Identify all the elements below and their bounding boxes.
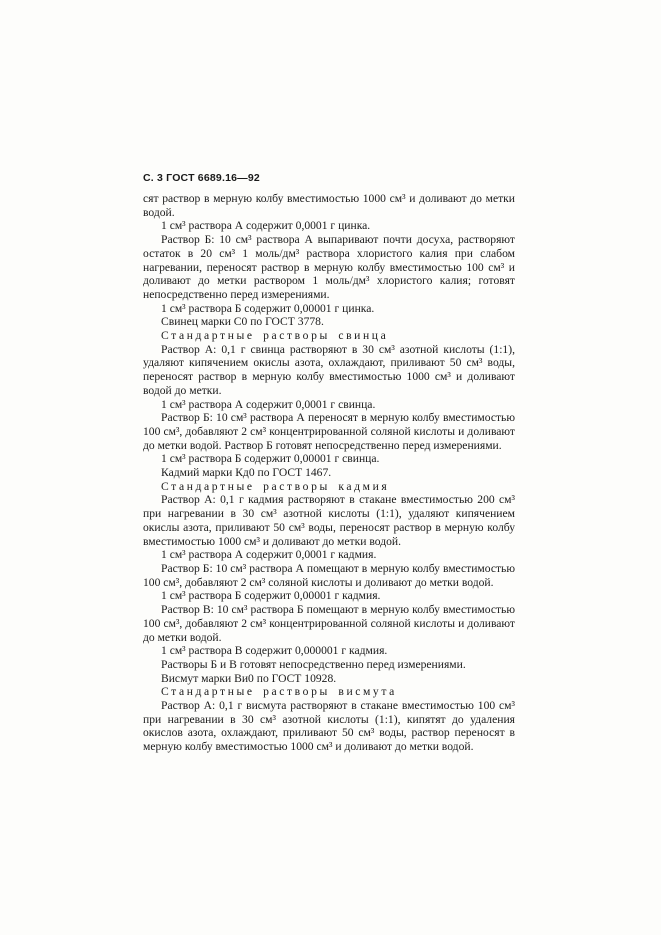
body-text [143,192,515,754]
paragraph: 1 см³ раствора Б содержит 0,00001 г кадмия. [161,589,381,603]
section-heading-bismuth: Стандартные растворы висмута [161,685,397,699]
paragraph: Раствор А: 0,1 г висмута растворяют в стакане вместимостью 100 см³ при нагревании в 30 см³ азотной кислоты (1:1), кипятят до удаления окислов азота, охлаждают, приливают 50 см³ воды, раствор переносят в мерную колбу вместимостью 1000 см³ и доливают до метки водой. [143,699,515,754]
section-heading-cadmium: Стандартные растворы кадмия [161,479,390,493]
paragraph: 1 см³ раствора А содержит 0,0001 г цинка. [161,219,371,233]
paragraph: 1 см³ раствора А содержит 0,0001 г кадмия. [161,548,377,562]
paragraph: 1 см³ раствора А содержит 0,0001 г свинца. [161,397,376,411]
running-head: С. 3 ГОСТ 6689.16—92 [143,172,260,184]
paragraph: Растворы Б и В готовят непосредственно перед измерениями. [161,657,466,671]
paragraph: Раствор А: 0,1 г кадмия растворяют в стакане вместимостью 200 см³ при нагревании в 30 см³ азотной кислоты (1:1), удаляют кипячением окислы азота, приливают 50 см³ воды, переносят раствор в мерную колбу вместимостью 1000 см³ и доливают до метки водой. [143,493,515,548]
paragraph: 1 см³ раствора В содержит 0,000001 г кадмия. [161,644,388,658]
paragraph: Раствор В: 10 см³ раствора Б помещают в мерную колбу вместимостью 100 см³, добавляют 2 см³ концентрированной соляной кислоты и доливают до метки водой. [143,603,515,644]
paragraph: Висмут марки Ви0 по ГОСТ 10928. [161,671,337,685]
paragraph: 1 см³ раствора Б содержит 0,00001 г свинца. [161,452,380,466]
paragraph: Кадмий марки Кд0 по ГОСТ 1467. [161,466,332,480]
paragraph: Раствор Б: 10 см³ раствора А помещают в мерную колбу вместимостью 100 см³, добавляют 2 см³ соляной кислоты и доливают до метки водой. [143,561,515,589]
paragraph: сят раствор в мерную колбу вместимостью 1000 см³ и доливают до метки водой. [143,192,515,219]
paragraph: 1 см³ раствора Б содержит 0,00001 г цинка. [161,301,375,315]
paragraph: Раствор Б: 10 см³ раствора А переносят в мерную колбу вместимостью 100 см³, добавляют 2 см³ концентрированной соляной кислоты и доливают до метки водой. Раствор Б готовят непосредственно перед измерениями. [143,411,515,452]
section-heading-lead: Стандартные растворы свинца [161,329,389,343]
paragraph: Свинец марки С0 по ГОСТ 3778. [161,315,324,329]
paragraph: Раствор А: 0,1 г свинца растворяют в 30 см³ азотной кислоты (1:1), удаляют кипячением окислы азота, охлаждают, приливают 50 см³ воды, переносят раствор в мерную колбу вместимостью 1000 см³ и доливают водой до метки. [143,342,515,397]
paragraph: Раствор Б: 10 см³ раствора А выпаривают почти досуха, растворяют остаток в 20 см³ 1 моль/дм³ раствора хлористого калия при слабом нагревании, переносят раствор в мерную колбу вместимостью 100 см³ и доливают до метки раствором 1 моль/дм³ хлористого калия; готовят непосредственно перед измерениями. [143,233,515,301]
